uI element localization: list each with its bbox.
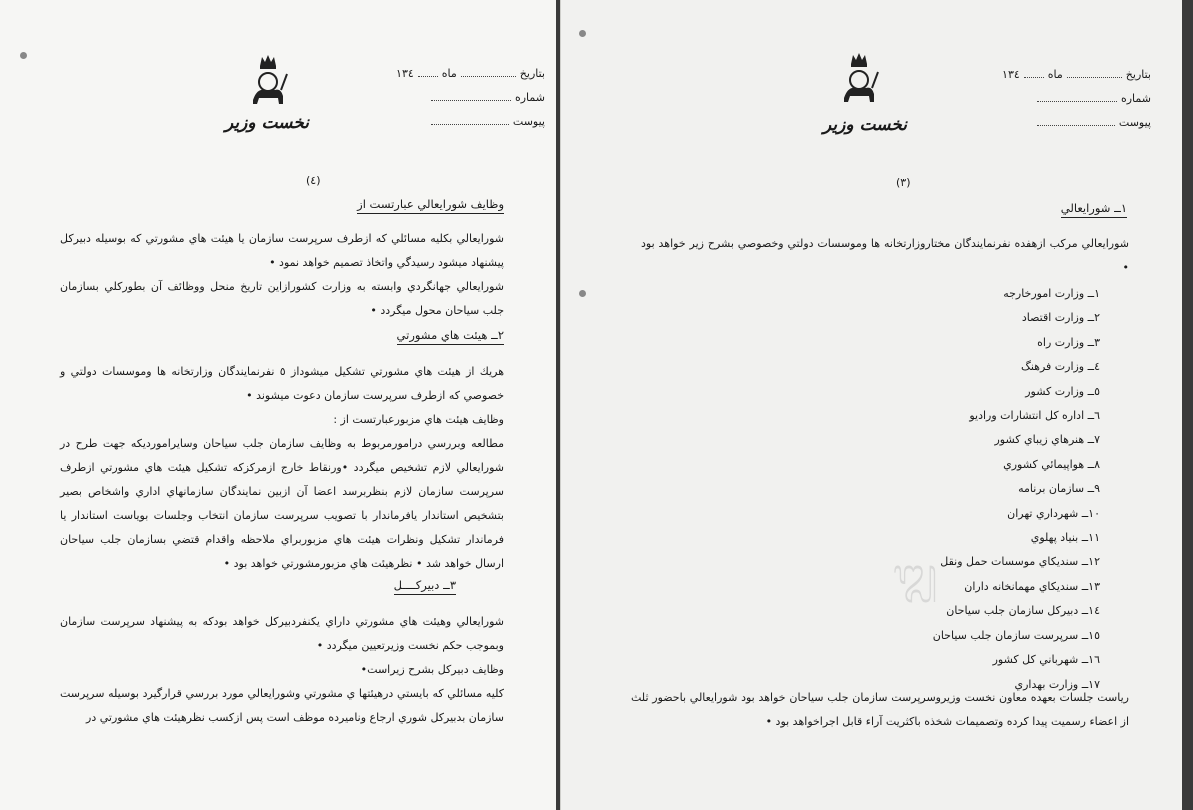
attachment-line: [431, 114, 509, 125]
month-line: [1024, 67, 1044, 78]
council-member-item: ٨ــ هواپيمائي كشوري: [1003, 457, 1100, 471]
office-title: نخست وزير: [225, 113, 310, 133]
letterhead-fields: [941, 63, 1151, 135]
paragraph-council-duties-2: شورايعالي جهانگردي وابسته به وزارت كشورازاين تاريخ منحل ووظائف آن بطوركلي بسازمان جلب سياحان محول ميگردد •: [60, 280, 504, 317]
number-line: [431, 90, 511, 101]
date-row: [941, 63, 1151, 87]
number-label: شماره: [514, 91, 545, 104]
lion-and-sun-crown-emblem-icon: [245, 52, 291, 110]
page-number: (٣): [896, 176, 911, 189]
month-line: [418, 66, 438, 77]
attachment-row: [345, 110, 545, 134]
council-member-item: ١٢ــ سنديكاي موسسات حمل ونقل: [940, 555, 1100, 569]
page-number: (٤): [306, 174, 321, 187]
paragraph-council-duties-1: شورايعالي بكليه مسائلي كه ازطرف سرپرست سازمان يا هيئت هاي مشورتي كه بوسيله دبيركل پيشنهاد ميشود رسيدگي واتخاذ تصميم خواهد نمود •: [60, 232, 504, 269]
month-label: ماه: [441, 67, 457, 80]
paragraph-council-composition: شورايعالي مركب ازهفده نفرنمايندگان مختاروزارتخانه ها وموسسات دولتي وخصوصي بشرح زير خواهد بود •: [641, 237, 1129, 274]
paragraph-secretary-3: كليه مسائلي كه بايستي درهيئتها ي مشورتي وشورايعالي مورد بررسي قرارگيرد بوسيله سرپرست سازمان بدبيركل شوري ارجاع وناميرده موظف است پس ازكسب نظرهيئت هاي مشورتي در: [60, 687, 504, 724]
paragraph-advisory-3: مطالعه وبررسي درامورمربوط به وظايف سازمان جلب سياحان وسايرامورديكه جهت طرح در شورايعالي لازم تشخيص ميگردد •ورنقاط خارج ازمركزكه تشكيل هيئت هاي مشورتي ازطرف سرپرست سازمان لازم بنظربرسد اعضا آن ازبين نمايندگان سازمانهاي اداري واشخاص بصير بتشخيص استاندار يافرماندار با تصويب سرپرست سازمان انتخاب وجلسات بوياست استاندار يا فرماندار تشكيل ونظرات هيئت هاي مزبوربراي ملاحظه واقدام قتضي بسازمان جلب سياحان ارسال خواهد شد • نظرهيئت هاي مزبورمشورتي خواهد بود •: [60, 437, 504, 570]
year-value: ۱۳٤: [1002, 68, 1020, 81]
council-member-item: ٩ــ سازمان برنامه: [1018, 482, 1100, 496]
punch-hole: [579, 290, 586, 297]
council-member-item: ١٤ــ دبيركل سازمان جلب سياحان: [946, 604, 1100, 618]
month-label: ماه: [1047, 68, 1063, 81]
number-row: [941, 87, 1151, 111]
council-member-item: ١٠ــ شهرداري تهران: [1007, 506, 1100, 520]
letterhead-fields: [345, 62, 545, 134]
faded-stamp-mark: ᭩: [893, 553, 938, 593]
attachment-line: [1037, 115, 1115, 126]
heading-secretary-general: ٣ــ دبيركــــل: [394, 578, 456, 595]
number-label: شماره: [1120, 92, 1151, 105]
date-label: بتاريخ: [1125, 68, 1151, 81]
document-page-4: [0, 0, 556, 810]
date-line: [1067, 67, 1122, 78]
heading-advisory-boards: ٢ــ هيئت هاي مشورتي: [397, 328, 504, 345]
council-member-item: ٤ــ وزارت فرهنگ: [1020, 360, 1100, 374]
paragraph-advisory-1: هريك از هيئت هاي مشورتي تشكيل ميشوداز ٥ نفرنمايندگان وزارتخانه ها وموسسات دولتي و خصوصي كه ازطرف سرپرست سازمان دعوت ميشوند •: [60, 365, 504, 402]
council-member-item: ١١ــ بنياد پهلوي: [1030, 531, 1100, 545]
document-page-3: [560, 0, 1182, 810]
attachment-label: پيوست: [1118, 116, 1151, 129]
council-member-item: ٥ــ وزارت كشور: [1025, 384, 1100, 398]
paragraph-sessions: رياست جلسات بعهده معاون نخست وزيروسرپرست سازمان جلب سياحان خواهد بود شورايعالي باحضور ثلث از اعضاء رسميت پيدا كرده وتصميمات شخذه باكثريت آراء قابل اجراخواهد بود •: [631, 691, 1129, 728]
council-member-item: ٦ــ اداره كل انتشارات ورادیو: [969, 409, 1100, 423]
lion-and-sun-crown-emblem-icon: [836, 50, 882, 108]
number-line: [1037, 91, 1117, 102]
council-member-item: ٣ــ وزارت راه: [1037, 335, 1100, 349]
council-member-item: ١ــ وزارت امورخارجه: [1003, 287, 1100, 300]
number-row: [345, 86, 545, 110]
paragraph-advisory-2: وظايف هيئت هاي مزبورعبارتست از :: [333, 413, 504, 426]
council-members-list: [740, 282, 1100, 697]
attachment-row: [941, 111, 1151, 135]
year-value: ۱۳٤: [396, 67, 414, 80]
council-member-item: ١٥ــ سرپرست سازمان جلب سياحان: [932, 628, 1100, 642]
paragraph-secretary-1: شورايعالي وهيئت هاي مشورتي داراي يكنفردبيركل خواهد بودكه به پيشنهاد سرپرست سازمان وبموجب حكم نخست وزيرتعيين ميگردد •: [60, 615, 504, 652]
council-member-item: ١٧ــ وزارت بهداري: [1014, 677, 1100, 691]
council-member-item: ٢ــ وزارت اقتصاد: [1021, 311, 1100, 325]
office-title: نخست وزير: [823, 115, 908, 135]
council-member-item: ١٦ــ شهرباني كل كشور: [992, 653, 1100, 667]
heading-high-council: ١ــ شورايعالي: [1061, 201, 1127, 218]
punch-hole: [579, 30, 586, 37]
punch-hole: [20, 52, 27, 59]
heading-council-duties: وظايف شورايعالي عبارتست از: [357, 197, 504, 214]
attachment-label: پيوست: [512, 115, 545, 128]
paragraph-secretary-2: وظايف دبيركل بشرح زيراست•: [360, 663, 504, 676]
council-member-item: ٧ــ هنرهاي زيباي كشور: [994, 433, 1100, 447]
date-row: [345, 62, 545, 86]
date-label: بتاريخ: [519, 67, 545, 80]
date-line: [461, 66, 516, 77]
council-member-item: ١٣ــ سنديكاي مهمانخانه داران: [964, 579, 1100, 593]
